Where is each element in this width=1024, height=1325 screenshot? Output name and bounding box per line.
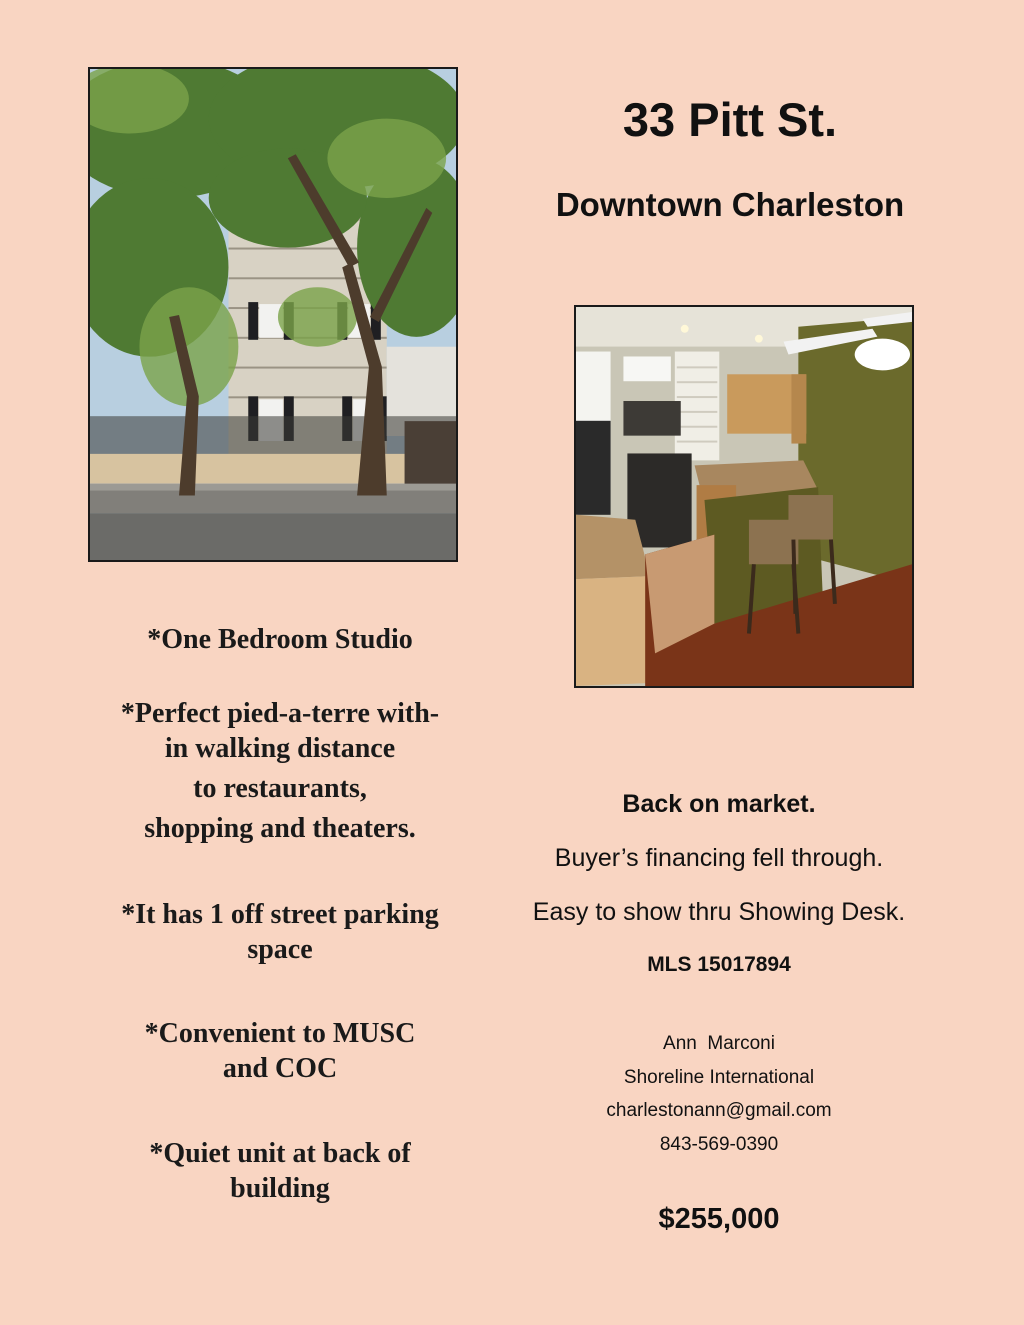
feature-line: *It has 1 off street parking	[121, 899, 439, 930]
exterior-photo	[88, 67, 458, 562]
agent-name: Ann Marconi	[663, 1033, 775, 1054]
feature-line: building	[230, 1173, 330, 1204]
house-exterior-image	[90, 69, 456, 560]
kitchen-photo	[574, 305, 914, 688]
mls-number: MLS 15017894	[647, 953, 791, 976]
feature-line: *Perfect pied-a-terre with-	[120, 698, 440, 729]
feature-line: shopping and theaters.	[144, 813, 416, 844]
listing-price: $255,000	[658, 1203, 780, 1235]
agent-email[interactable]: charlestonann@gmail.com	[606, 1100, 832, 1121]
listing-status: Back on market.	[622, 790, 816, 818]
feature-line: and COC	[222, 1053, 338, 1084]
feature-item	[80, 696, 480, 846]
status-reason: Buyer’s financing fell through.	[554, 844, 884, 872]
feature-item	[80, 1136, 480, 1206]
showing-info: Easy to show thru Showing Desk.	[532, 898, 906, 926]
kitchen-interior-image	[576, 307, 912, 686]
feature-line: in walking distance	[164, 733, 396, 764]
feature-item	[80, 897, 480, 967]
agent-phone[interactable]: 843-569-0390	[659, 1134, 779, 1155]
feature-line: *One Bedroom Studio	[147, 624, 413, 655]
listing-neighborhood: Downtown Charleston	[555, 186, 905, 223]
feature-line: *Convenient to MUSC	[144, 1018, 416, 1049]
feature-item	[80, 622, 480, 657]
feature-line: to restaurants,	[193, 773, 367, 804]
feature-line: space	[247, 934, 313, 965]
agent-company: Shoreline International	[623, 1067, 815, 1088]
feature-line: *Quiet unit at back of	[149, 1138, 411, 1169]
listing-address: 33 Pitt St.	[622, 93, 838, 146]
feature-item	[80, 1016, 480, 1086]
